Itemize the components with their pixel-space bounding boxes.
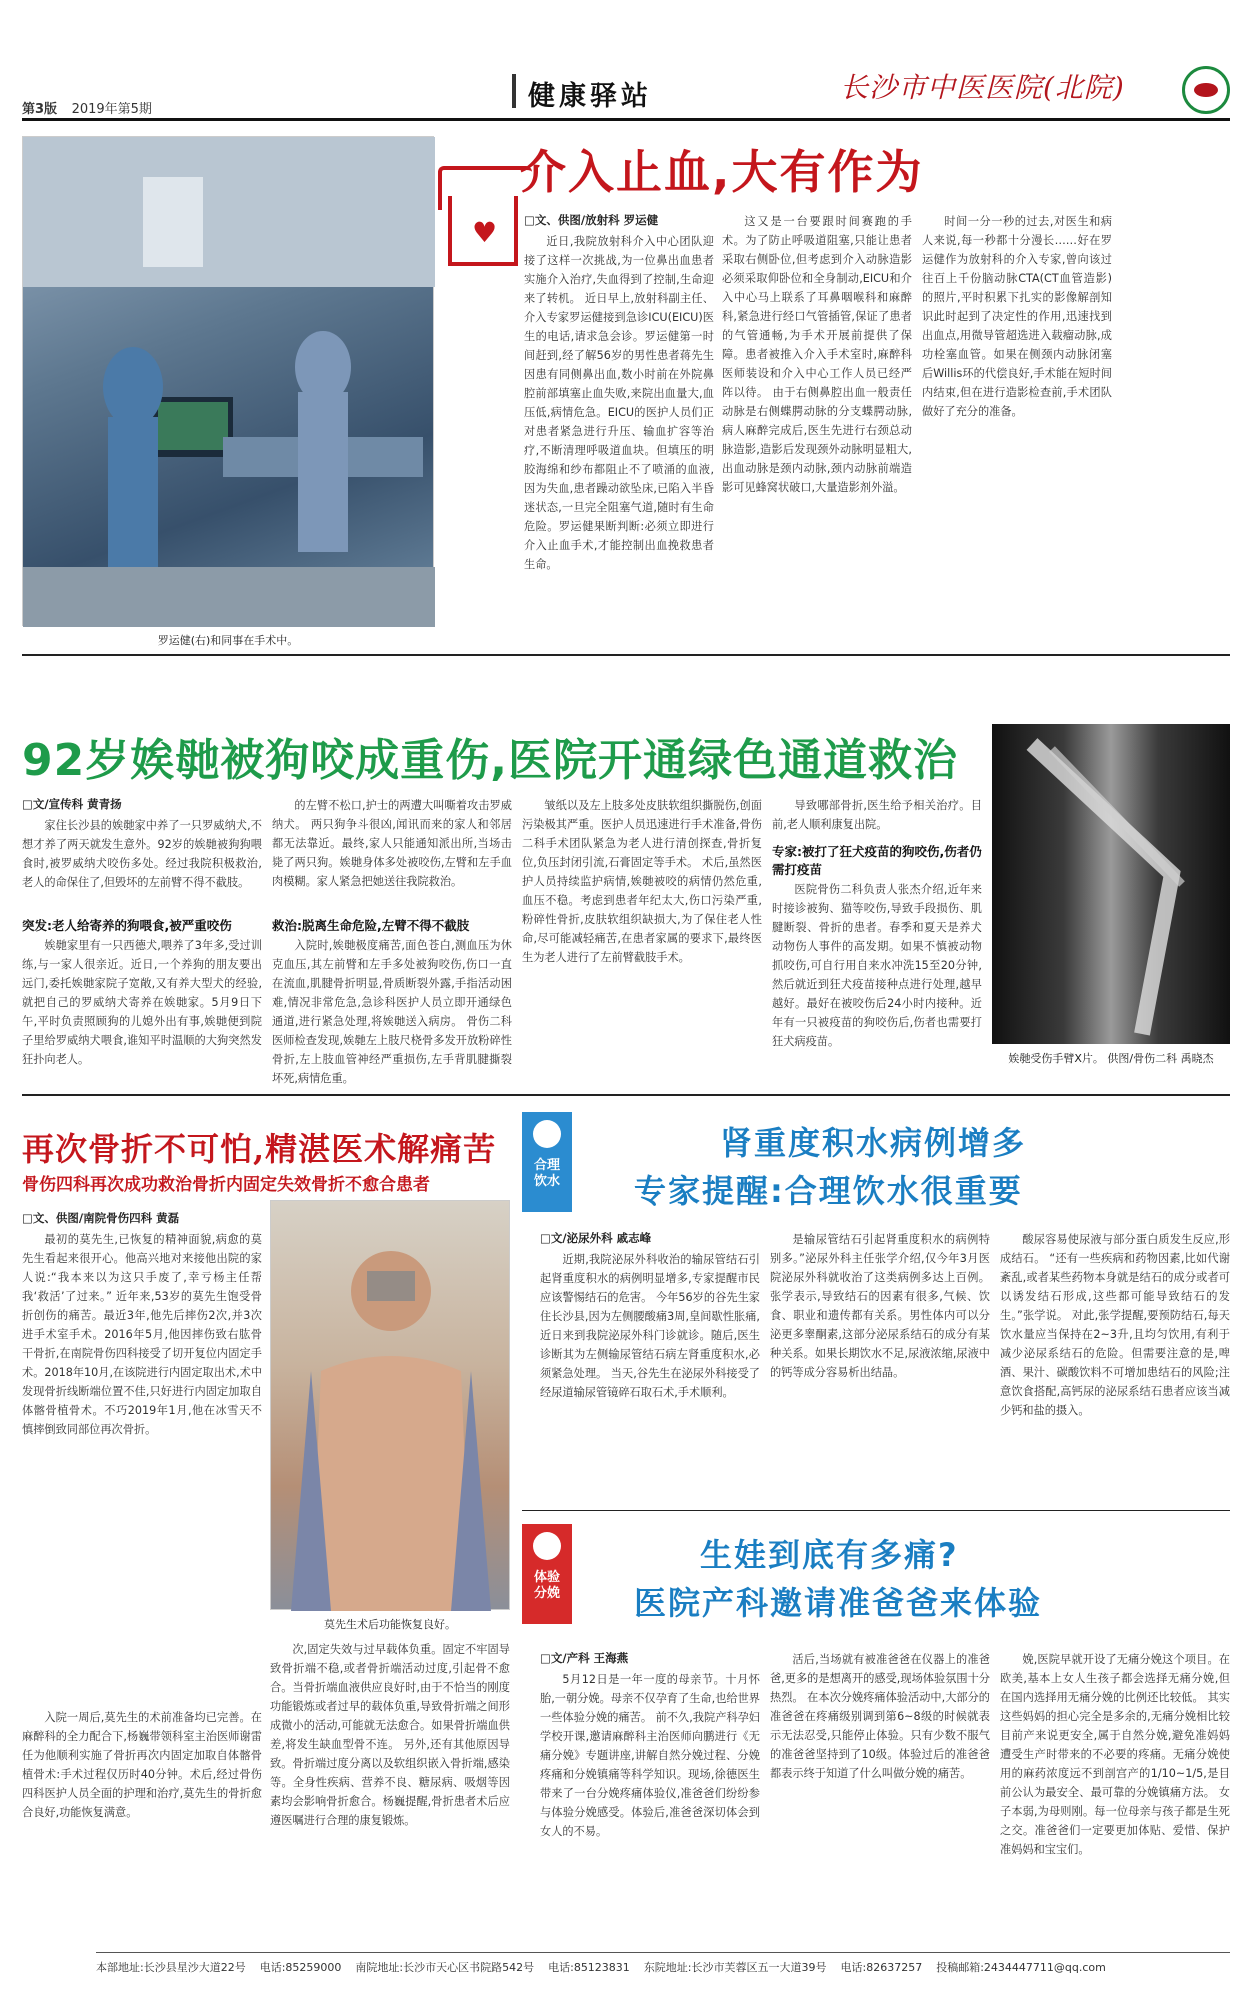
section-title: 健康驿站 [528, 81, 652, 112]
article4-col2: 是输尿管结石引起肾重度积水的病例特别多。”泌尿外科主任张学介绍,仅今年3月医院泌尿外科就收治了这类病例多达上百例。 张学表示,导致结石的因素有很多,气候、饮食、职业和遗传都有关系。男性体内可以分泌更多睾酮素,这部分泌尿系结石的成分有某种关系。如果长期饮水不足,尿液浓缩,尿液中的钙等成分容易析出结晶。 [770, 1233, 990, 1379]
footer [96, 1952, 1230, 1980]
article3-col2: 次,固定失效与过早载体负重。固定不牢固导致骨折端不稳,或者骨折端活动过度,引起骨不愈合。当骨折端血液供应良好时,由于不恰当的刚度功能锻炼或者过早的载体负重,导致骨折端之间形成微小的活动,可能就无法愈合。如果骨折端血供差,将发生缺血型骨不连。 另外,还有其他原因导致。骨折端过度分离以及软组织嵌入骨折端,感染等。全身性疾病、营养不良、糖尿病、吸烟等因素均会影响骨折愈合。杨巍提醒,骨折患者术后应遵医嘱进行合理的康复锻炼。 [270, 1643, 510, 1827]
section-divider-1 [22, 654, 1230, 656]
article2-subhead1: 突发:老人给寄养的狗喂食,被严重咬伤 [22, 918, 232, 933]
xray-arm-illustration [992, 724, 1230, 1044]
article1-col1: 近日,我院放射科介入中心团队迎接了这样一次挑战,为一位鼻出血患者实施介入治疗,失血得到了控制,生命迎来了转机。 近日早上,放射科副主任、介入专家罗运健接到急诊ICU(EICU)医生的电话,请求急会诊。罗运健第一时间赶到,经了解56岁的男性患者蒋先生因患有同侧鼻出血,数小时前在外院鼻腔前部填塞止血失败,来院出血量大,血压低,病情危急。EICU的医护人员们正对患者紧急进行升压、输血扩容等治疗,不断清理呼吸道血块。但填压的明胶海绵和纱布都阻止不了喷涌的血液,因为失血,患者躁动欲坠床,已陷入半昏迷状态,一旦完全阻塞气道,随时有生命危险。罗运健果断判断:必须立即进行介入止血手术,才能控制出血挽救患者生命。 [524, 235, 714, 571]
drink-water-tag-label: 合理饮水 [533, 1158, 560, 1189]
water-drop-icon [533, 1120, 561, 1148]
issue-label: 2019年第5期 [71, 102, 152, 117]
footer-east-phone: 电话:82637257 [840, 1960, 923, 1974]
article2-col1b: 娭毑家里有一只西德犬,喂养了3年多,受过训练,与一家人很亲近。近日,一个养狗的朋友要出远门,委托娭毑家院子宽敞,又有养大型犬的经验,就把自己的罗威纳犬寄养在娭毑家。5月9日下午,平时负责照顾狗的儿媳外出有事,娭毑便到院子里给罗威纳犬喂食,谁知平时温顺的大狗突然发狂扑向老人。 [22, 939, 262, 1066]
article2-col2b: 入院时,娭毑极度痛苦,面色苍白,测血压为休克血压,其左前臂和左手多处被狗咬伤,伤口一直在流血,肌腱骨折明显,骨质断裂外露,手指活动困难,情况非常危急,急诊科医护人员立即开通绿色通道,进行紧急处理,将娭毑送入病房。 骨伤二科医师检查发现,娭毑左上肢尺桡骨多发开放粉碎性骨折,左上肢血管神经严重损伤,左手背肌腱撕裂坏死,病情危重。 [272, 939, 512, 1085]
footer-south-address: 南院地址:长沙市天心区书院路542号 [355, 1960, 535, 1974]
xray-photo-caption: 娭毑受伤手臂X片。 供图/骨伤二科 禹晓杰 [1008, 1052, 1214, 1065]
footer-east-address: 东院地址:长沙市芙蓉区五一大道39号 [643, 1960, 827, 1974]
edition-label: 第3版 [22, 102, 58, 117]
article5-title-line1: 生娃到底有多痛? [700, 1536, 959, 1574]
patient-photo [270, 1200, 510, 1610]
baby-icon [533, 1532, 561, 1560]
article3-title: 再次骨折不可怕,精湛医术解痛苦 [22, 1130, 497, 1168]
article4-byline: □文/泌尿外科 戚志峰 [540, 1231, 652, 1245]
hospital-logo-text: 长沙市中医医院(北院) [840, 71, 1125, 104]
article1-title: 介入止血,大有作为 [520, 145, 924, 199]
section-divider-2 [22, 1094, 1230, 1096]
article5-col2: 活后,当场就有被准爸爸在仪器上的准爸爸,更多的是想离开的感受,现场体验氛围十分热烈。 在本次分娩疼痛体验活动中,大部分的准爸爸在疼痛级别调到第6~8级的时候就表示无法忍受,只能停止体验。只有少数不服气的准爸爸坚持到了10级。体验过后的准爸爸都表示终于知道了什么叫做分娩的痛苦。 [770, 1653, 990, 1780]
article3-byline: □文、供图/南院骨伤四科 黄磊 [22, 1211, 180, 1225]
article4-title-line1: 肾重度积水病例增多 [720, 1124, 1027, 1162]
article5-col1: 5月12日是一年一度的母亲节。十月怀胎,一朝分娩。母亲不仅孕育了生命,也给世界一些体验分娩的痛苦。 前不久,我院产科孕妇学校开课,邀请麻醉科主治医师向鹏进行《无痛分娩》专题讲座,讲解自然分娩过程、分娩疼痛和分娩镇痛等科学知识。现场,徐德医生带来了一台分娩疼痛体验仪,准爸爸们纷纷参与体验分娩感受。体验后,准爸爸深切体会到女人的不易。 [540, 1673, 760, 1838]
article2-subhead2: 救治:脱离生命危险,左臂不得不截肢 [272, 918, 470, 933]
article3-col1b: 入院一周后,莫先生的术前准备均已完善。在麻醉科的全力配合下,杨巍带领科室主治医师谢雷任为他顺利实施了骨折再次内固定加取自体髂骨植骨术:手术过程仅历时40分钟。术后,经过骨伤四科医护人员全面的护理和治疗,莫先生的骨折愈合良好,功能恢复满意。 [22, 1711, 262, 1819]
section-divider-3 [522, 1510, 1230, 1511]
footer-main-phone: 电话:85259000 [259, 1960, 342, 1974]
surgery-photo [22, 136, 434, 626]
article4-title-line2: 专家提醒:合理饮水很重要 [634, 1172, 1023, 1210]
footer-main-address: 本部地址:长沙县星沙大道22号 [96, 1960, 246, 1974]
article2-col4: 导致哪部骨折,医生给予相关治疗。目前,老人顺利康复出院。 [772, 799, 982, 831]
surgery-scene-illustration [23, 137, 435, 627]
surgery-photo-caption: 罗运健(右)和同事在手术中。 [157, 634, 299, 647]
article5-col3: 娩,医院早就开设了无痛分娩这个项目。在欧美,基本上女人生孩子都会选择无痛分娩,但在国内选择用无痛分娩的比例还比较低。 其实这些妈妈的担心完全是多余的,无痛分娩相比较目前产来说更安全,属于自然分娩,避免准妈妈遭受生产时带来的不必要的疼痛。无痛分娩使用的麻药浓度远不到剖宫产的1/10~1/5,是目前公认为最安全、最可靠的分娩镇痛方法。 女子本弱,为母则刚。每一位母亲与孩子都是生死之交。准爸爸们一定要更加体贴、爱惜、保护准妈妈和宝宝们。 [1000, 1653, 1230, 1856]
header-rule [22, 118, 1230, 121]
article3-col1: 最初的莫先生,已恢复的精神面貌,病愈的莫先生看起来很开心。他高兴地对来接他出院的家人说:“我本来以为这只手废了,幸亏杨主任帮我‘救活’了过来。” 近年来,53岁的莫先生饱受骨折创伤的痛苦。最近3年,他先后摔伤2次,并3次进手术室手术。2016年5月,他因摔伤致右肱骨干骨折,在南院骨伤四科接受了切开复位内固定手术。2018年10月,在该院进行内固定取出术,术中发现骨折线断端位置不佳,只好进行内固定加取自体髂骨植骨术。不巧2019年1月,他在冰雪天不慎摔倒致同部位再次骨折。 [22, 1233, 263, 1436]
article5-title-line2: 医院产科邀请准爸爸来体验 [634, 1584, 1043, 1622]
article5-byline: □文/产科 王海燕 [540, 1651, 629, 1665]
article2-subhead3: 专家:被打了狂犬疫苗的狗咬伤,伤者仍需打疫苗 [772, 844, 982, 877]
article2-col1: 家住长沙县的娭毑家中养了一只罗威纳犬,不想才养了两天就发生意外。92岁的娭毑被狗狗喂食时,被罗威纳犬咬伤多处。经过我院积极救治,老人的命保住了,但毁坏的左前臂不得不截肢。 [22, 819, 262, 889]
article2-title: 92岁娭毑被狗咬成重伤,医院开通绿色通道救治 [22, 735, 958, 786]
footer-south-phone: 电话:85123831 [548, 1960, 630, 1974]
birth-experience-tag-label: 体验分娩 [533, 1570, 560, 1601]
article1-col3: 时间一分一秒的过去,对医生和病人来说,每一秒都十分漫长……好在罗运健作为放射科的介入专家,曾向该过往百上千份脑动脉CTA(CT血管造影)的照片,平时积累下扎实的影像解剖知识此时起到了决定性的作用,迅速找到出血点,用微导管超选进入载瘤动脉,成功栓塞血管。如果在侧颈内动脉闭塞后Willis环的代偿良好,手术能在短时间内结束,但在进行造影检查前,手术团队做好了充分的准备。 [922, 215, 1112, 418]
article1-byline: □文、供图/放射科 罗运健 [524, 213, 659, 227]
article2-byline: □文/宣传科 黄青扬 [22, 797, 122, 811]
edition-info [22, 98, 152, 117]
article4-col1: 近期,我院泌尿外科收治的输尿管结石引起肾重度积水的病例明显增多,专家提醒市民应该警惕结石的危害。 今年56岁的谷先生家住长沙县,因为左侧腰酸痛3周,皇间歇性胀痛,近日来到我院泌尿外科门诊就诊。随后,医生诊断其为左侧输尿管结石病左肾重度积水,必须紧急处理。 当天,谷先生在泌尿外科接受了经尿道输尿管镜碎石取石术,手术顺利。 [540, 1253, 760, 1399]
drink-water-tag [522, 1112, 572, 1212]
hospital-emblem-icon [1182, 66, 1230, 114]
article2-col2: 的左臂不松口,护士的两遭大叫嘶着攻击罗威纳犬。 两只狗争斗很凶,闻讯而来的家人和邻居都无法靠近。最终,家人只能通知派出所,当场击毙了两只狗。娭毑身体多处被咬伤,左臂和左手血肉模糊。家人紧急把她送往我院救治。 [272, 799, 512, 888]
footer-email: 投稿邮箱:2434447711@qq.com [936, 1960, 1106, 1974]
heart-icon: ♥ [472, 216, 498, 249]
article2-col3: 皱纸以及左上肢多处皮肤软组织撕脱伤,创面污染极其严重。医护人员迅速进行手术准备,骨伤二科手术团队紧急为老人进行清创探查,骨折复位,负压封闭引流,石膏固定等手术。 术后,虽然医护人员持续监护病情,娭毑被咬的病情仍然危重,血压不稳。考虑到患者年纪太大,伤口污染严重,粉碎性骨折,皮肤软组织缺损大,为了保住老人性命,尽可能减轻痛苦,在患者家属的要求下,最终医生为老人进行了左前臂截肢手术。 [522, 799, 762, 964]
article2-col4b: 医院骨伤二科负责人张杰介绍,近年来时接诊被狗、猫等咬伤,导致手段损伤、肌腱断裂、骨折的患者。春季和夏天是养犬动物伤人事件的高发期。如果不慎被动物抓咬伤,可自行用自来水冲洗15至20分钟,然后就近到狂犬疫苗接种点进行处理,越早越好。最好在被咬伤后24小时内接种。近年有一只被疫苗的狗咬伤后,伤者也需要打狂犬病疫苗。 [772, 883, 982, 1048]
patient-photo-caption: 莫先生术后功能恢复良好。 [324, 1618, 456, 1631]
article1-col2: 这又是一台要跟时间赛跑的手术。为了防止呼吸道阻塞,只能让患者采取右侧卧位,但考虑到介入动脉造影必须采取仰卧位和全身制动,EICU和介入中心马上联系了耳鼻咽喉科和麻醉科,紧急进行经口气管插管,保证了患者的气管通畅,为手术开展前提供了保障。患者被推入介入手术室时,麻醉科医师装设和介入中心工作人员已经严阵以待。 由于右侧鼻腔出血一般责任动脉是右侧蝶腭动脉的分支蝶腭动脉,病人麻醉完成后,医生先进行右颈总动脉造影,造影后发现颈外动脉明显粗大,出血动脉是颈内动脉,颈内动脉前端造影可见蜂窝状破口,大量造影剂外溢。 [722, 215, 912, 494]
xray-photo [992, 724, 1230, 1044]
section-divider [512, 74, 516, 108]
patient-illustration [271, 1201, 511, 1611]
article4-col3: 酸尿容易使尿液与部分蛋白质发生反应,形成结石。 “还有一些疾病和药物因素,比如代谢紊乱,或者某些药物本身就是结石的成分或者可以诱发结石形成,这些都可能导致结石的发生。”张学说。 对此,张学提醒,要预防结石,每天饮水量应当保持在2~3升,且均匀饮用,有利于减少泌尿系结石的危险。但需要注意的是,啤酒、果汁、碳酸饮料不可增加患结石的风险;注意饮食搭配,高钙尿的泌尿系结石患者应该当减少钙和盐的摄入。 [1000, 1233, 1230, 1417]
article3-subtitle: 骨伤四科再次成功救治骨折内固定失效骨折不愈合患者 [22, 1175, 430, 1195]
birth-experience-tag [522, 1524, 572, 1624]
